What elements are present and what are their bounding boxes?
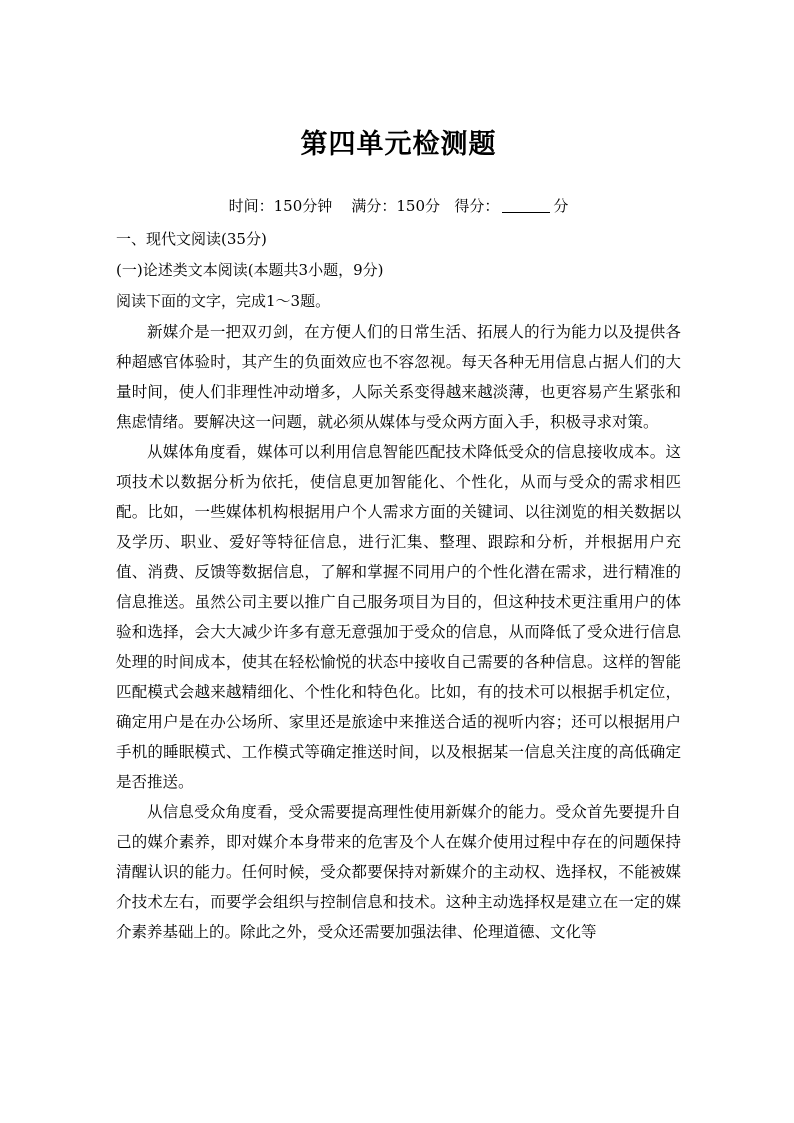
exam-meta: [116, 194, 681, 218]
subsection-heading: (一)论述类文本阅读(本题共3小题，9分): [116, 261, 384, 279]
exam-time: 时间：150分钟: [228, 197, 333, 215]
section-heading: 一、现代文阅读(35分): [116, 230, 267, 248]
score-blank: [502, 196, 550, 213]
paragraph-1: 新媒介是一把双刃剑，在方便人们的日常生活、拓展人的行为能力以及提供各种超感官体验时，其产生的负面效应也不容忽视。每天各种无用信息占据人们的大量时间，使人们非理性冲动增多，人际关系变得越来越淡薄，也更容易产生紧张和焦虑情绪。要解决这一问题，就必须从媒体与受众两方面入手，积极寻求对策。: [116, 323, 681, 431]
exam-score-unit: 分: [553, 197, 569, 215]
paragraph-2: 从媒体角度看，媒体可以利用信息智能匹配技术降低受众的信息接收成本。这项技术以数据分析为依托，使信息更加智能化、个性化，从而与受众的需求相匹配。比如，一些媒体机构根据用户个人需求方面的关键词、以往浏览的相关数据以及学历、职业、爱好等特征信息，进行汇集、整理、跟踪和分析，并根据用户充值、消费、反馈等数据信息，了解和掌握不同用户的个性化潜在需求，进行精准的信息推送。虽然公司主要以推广自己服务项目为目的，但这种技术更注重用户的体验和选择，会大大减少许多有意无意强加于受众的信息，从而降低了受众进行信息处理的时间成本，使其在轻松愉悦的状态中接收自己需要的各种信息。这样的智能匹配模式会越来越精细化、个性化和特色化。比如，有的技术可以根据手机定位，确定用户是在办公场所、家里还是旅途中来推送合适的视听内容；还可以根据用户手机的睡眠模式、工作模式等确定推送时间，以及根据某一信息关注度的高低确定是否推送。: [116, 443, 681, 791]
paragraph-3: 从信息受众角度看，受众需要提高理性使用新媒介的能力。受众首先要提升自己的媒介素养，即对媒介本身带来的危害及个人在媒介使用过程中存在的问题保持清醒认识的能力。任何时候，受众都要保持对新媒介的主动权、选择权，不能被媒介技术左右，而要学会组织与控制信息和技术。这种主动选择权是建立在一定的媒介素养基础上的。除此之外，受众还需要加强法律、伦理道德、文化等: [116, 803, 681, 941]
exam-full-score: 满分：150分: [351, 197, 440, 215]
reading-instruction: 阅读下面的文字，完成1～3题。: [116, 292, 331, 310]
page-title: 第四单元检测题: [300, 129, 497, 160]
exam-score-label: 得分：: [454, 197, 500, 215]
